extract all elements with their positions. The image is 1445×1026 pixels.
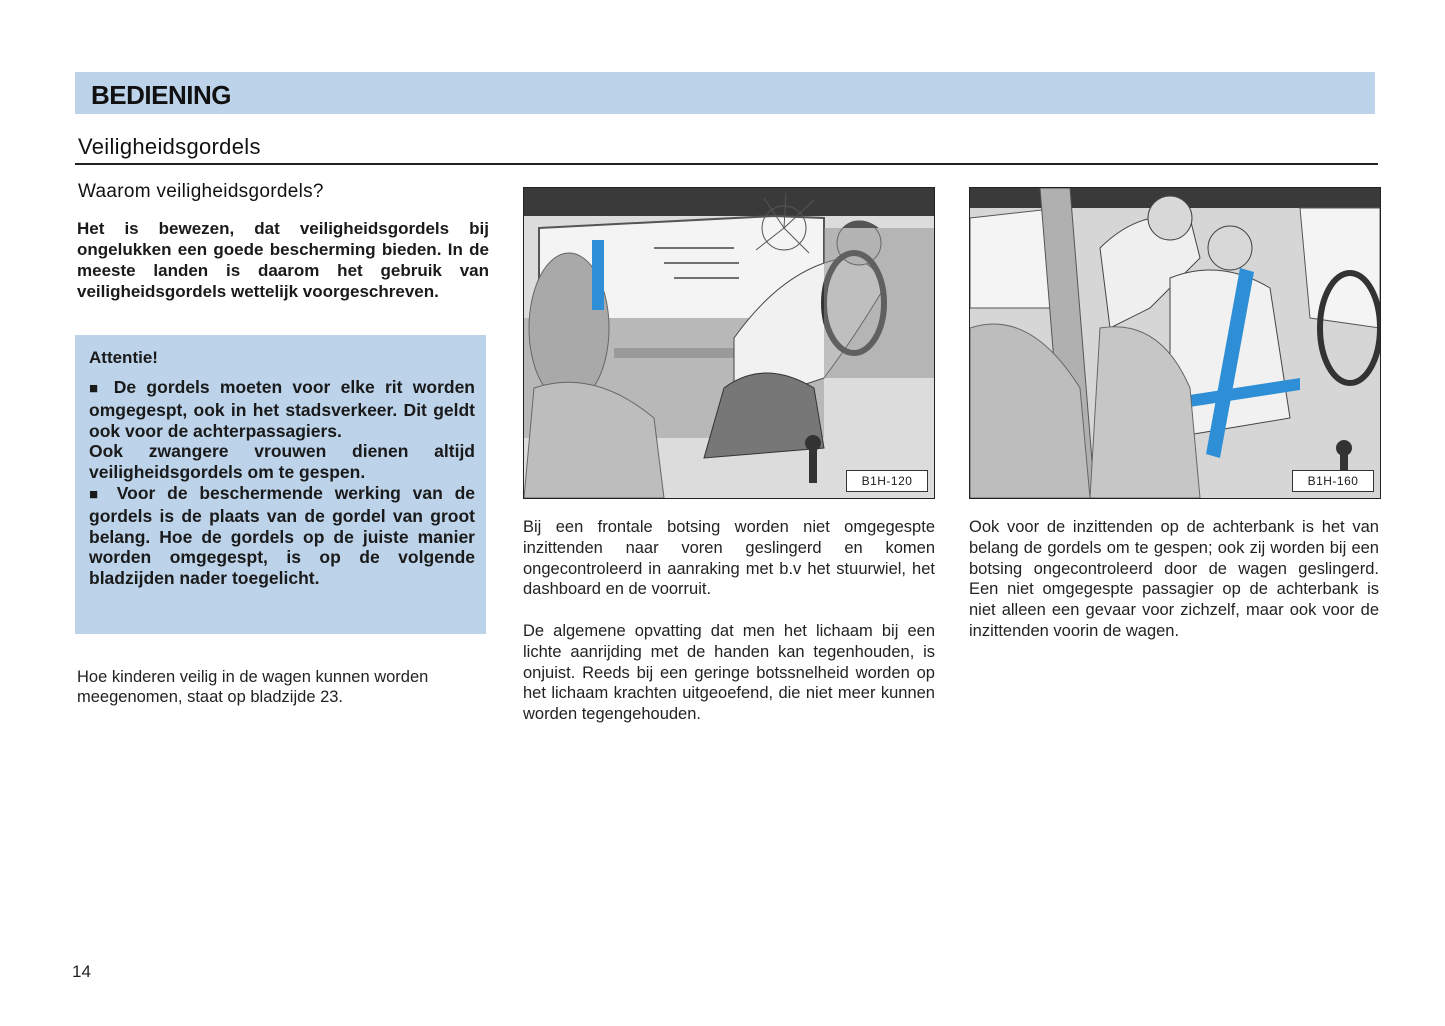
attention-item-2: ■ Voor de beschermende werking van de gordels is de plaats van de gordel van groot belang. Hoe de gordels op de juiste manier worden omgegespt, is op de volgende bladzijden nader toegelicht. [89, 482, 475, 589]
attention-item-1: ■ De gordels moeten voor elke rit worden omgegespt, ook in het stadsverkeer. Dit geldt ook voor de achterpassagiers. [89, 377, 475, 441]
section-title: Veiligheidsgordels [78, 134, 261, 159]
chapter-header-bar [75, 72, 1375, 114]
figure-front-collision [523, 187, 935, 499]
chapter-title: BEDIENING [91, 80, 231, 110]
attention-box [75, 335, 486, 634]
bullet-icon: ■ [89, 380, 104, 397]
attention-item-1-extra: Ook zwangere vrouwen dienen altijd veiligheidsgordels om te gespen. [89, 441, 475, 483]
caption-rear-passenger: Ook voor de inzittenden op de achterbank is het van belang de gordels om te gespen; ook zij worden bij een botsing ongecontroleerd door de wagen geslingerd. Een niet omgegespte passagier op de achterbank is niet alleen een gevaar voor zichzelf, maar ook voor de inzittenden voorin de wagen. [969, 518, 1379, 640]
subheading: Waarom veiligheidsgordels? [78, 181, 324, 202]
intro-paragraph: Het is bewezen, dat veiligheidsgordels bij ongelukken een goede bescherming bieden. In de meeste landen is daarom het gebruik van veiligheidsgordels wettelijk voorgeschreven. [77, 219, 489, 301]
page-number: 14 [72, 962, 91, 981]
attention-body [89, 377, 475, 589]
figure-rear-passenger [969, 187, 1381, 499]
section-divider [75, 163, 1378, 165]
bullet-icon: ■ [89, 485, 105, 503]
caption-hands-myth: De algemene opvatting dat men het lichaam bij een lichte aanrijding met de handen kan tegenhouden, is onjuist. Reeds bij een geringe botssnelheid worden op het lichaam krachten uitgeoefend, die niet meer kunnen worden tegengehouden. [523, 622, 935, 724]
children-note: Hoe kinderen veilig in de wagen kunnen worden meegenomen, staat op bladzijde 23. [77, 668, 429, 706]
attention-title: Attentie! [89, 348, 158, 367]
front-collision-illustration-icon [524, 188, 934, 498]
figure-code: B1H-120 [846, 470, 928, 492]
figure-code: B1H-160 [1292, 470, 1374, 492]
rear-passenger-collision-illustration-icon [970, 188, 1380, 498]
caption-front-collision: Bij een frontale botsing worden niet omgegespte inzittenden naar voren geslingerd en komen ongecontroleerd in aanraking met b.v het stuurwiel, het dashboard en de voorruit. [523, 518, 935, 599]
